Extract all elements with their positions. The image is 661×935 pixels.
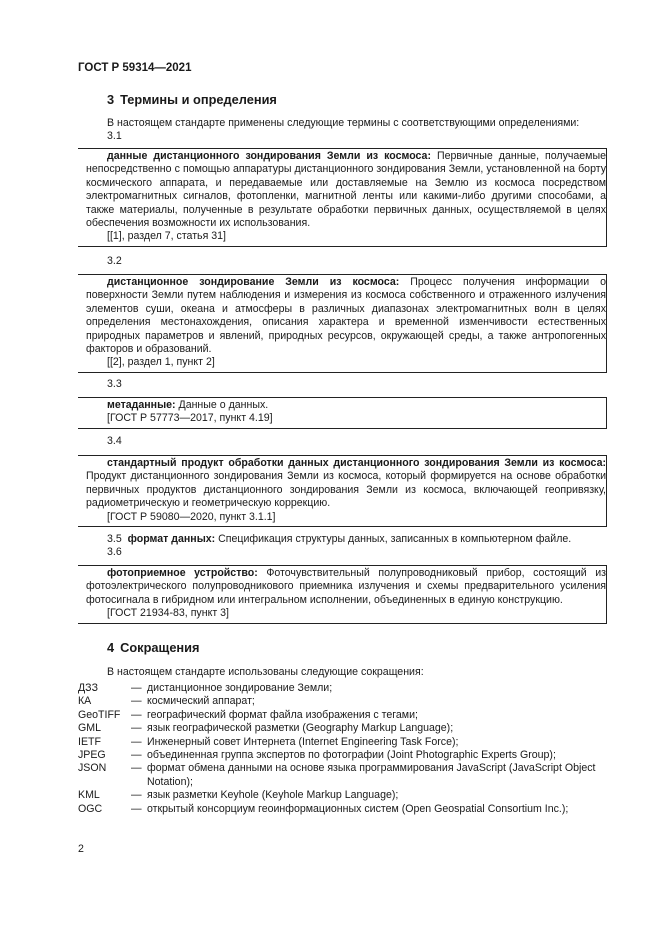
abbreviation-text: открытый консорциум геоинформационных систем (Open Geospatial Consortium Inc.); [147, 802, 569, 815]
term-definition [86, 457, 606, 511]
term-name: дистанционное зондирование Земли из космоса: [107, 276, 400, 288]
abbreviation-dash: — [131, 695, 142, 708]
term-box-3-1 [78, 148, 607, 247]
abbreviation-code: JSON [78, 762, 107, 775]
term-number: 3.3 [107, 378, 122, 390]
term-definition-text: Продукт дистанционного зондирования Земли из космоса, который формируется на основе обработки первичных продуктов дистанционного зондирования Земли из космоса, включающей геопривязку, радиометрическую и геометрическую коррекцию. [86, 470, 606, 510]
abbreviation-text: язык географической разметки (Geography Markup Language); [147, 722, 454, 735]
abbreviation-code: GML [78, 722, 101, 735]
term-number: 3.2 [107, 255, 122, 267]
abbreviation-code: КА [78, 695, 92, 708]
term-name: формат данных: [127, 533, 216, 545]
term-name: данные дистанционного зондирования Земли из космоса: [107, 150, 431, 162]
abbreviation-code: JPEG [78, 749, 106, 762]
section-4-title [107, 641, 200, 654]
term-name: метаданные: [107, 399, 176, 411]
section-3-number: 3 [107, 92, 115, 107]
term-box-3-4 [78, 455, 607, 527]
abbreviation-row [78, 682, 618, 695]
abbreviation-text: объединенная группа экспертов по фотографии (Joint Photographic Experts Group); [147, 749, 556, 762]
section-3-title-text: Термины и определения [120, 92, 277, 107]
term-box-3-6 [78, 565, 607, 624]
abbreviation-dash: — [131, 749, 142, 762]
abbreviation-row [78, 695, 618, 708]
page-number: 2 [78, 843, 84, 855]
section-4-title-text: Сокращения [120, 640, 200, 655]
term-number: 3.6 [107, 546, 122, 558]
term-definition [86, 150, 606, 230]
section-3-intro: В настоящем стандарте применены следующие термины с соответствующими определениями: [107, 117, 580, 129]
abbreviation-text: космический аппарат; [147, 695, 255, 708]
abbreviation-dash: — [131, 802, 142, 815]
abbreviation-row [78, 709, 618, 722]
term-number: 3.1 [107, 130, 122, 142]
term-definition-text: Процесс получения информации о поверхности Земли путем наблюдения и измерения из космоса собственного и отраженного излучения элементов суши, океана и атмосферы в различных диапазонах электромагнитных волн в целях определения местонахождения, описания характера и временной изменчивости естественных природных параметров и явлений, природных ресурсов, окружающей среды, а также антропогенных факторов и образований. [86, 276, 606, 356]
abbreviation-row [78, 789, 618, 802]
abbreviation-dash: — [131, 789, 142, 802]
term-number: 3.4 [107, 435, 122, 447]
abbreviation-text: Инженерный совет Интернета (Internet Engineering Task Force); [147, 735, 459, 748]
section-4-number: 4 [107, 640, 115, 655]
term-inline-3-5 [107, 533, 607, 546]
term-definition [86, 276, 606, 356]
section-3-title [107, 93, 277, 106]
abbreviation-row [78, 762, 618, 789]
term-definition-text: Первичные данные, получаемые непосредственно с помощью аппаратуры дистанционного зондирования Земли, установленной на борту космического аппарата, и передаваемые или доставляемые на Землю из космоса посредством электромагнитных сигналов, фотопленки, магнитной ленты или какими-либо другими способами, а также материалы, полученные в результате обработки первичных данных, осуществляемой в целях обеспечения возможности их использования. [86, 150, 606, 230]
term-source: [[1], раздел 7, статья 31] [107, 230, 226, 243]
abbreviation-row [78, 803, 618, 816]
abbreviation-dash: — [131, 735, 142, 748]
term-source: [ГОСТ Р 57773—2017, пункт 4.19] [107, 412, 273, 425]
term-definition [86, 567, 606, 607]
abbreviation-row [78, 749, 618, 762]
term-name: стандартный продукт обработки данных дистанционного зондирования Земли из космоса: [107, 457, 606, 469]
abbreviation-dash: — [131, 708, 142, 721]
term-definition-text: Данные о данных. [178, 399, 269, 411]
term-source: [ГОСТ 21934-83, пункт 3] [107, 607, 229, 620]
abbreviation-code: OGC [78, 802, 103, 815]
abbreviation-code: GeoTIFF [78, 708, 121, 721]
term-source: [ГОСТ Р 59080—2020, пункт 3.1.1] [107, 510, 276, 523]
abbreviation-row [78, 736, 618, 749]
abbreviation-code: ДЗЗ [78, 682, 98, 694]
abbreviation-dash: — [131, 682, 142, 694]
abbreviation-code: IETF [78, 735, 101, 748]
section-4-intro: В настоящем стандарте использованы следующие сокращения: [107, 666, 424, 678]
term-box-3-3 [78, 397, 607, 429]
term-definition-text: Фоточувствительный полупроводниковый прибор, состоящий из фотоэлектрического полупроводникового приемника излучения и схемы предварительного усиления фотосигнала в гибридном или интегральном исполнении, объединенных в единую конструкцию. [86, 567, 606, 606]
term-source: [[2], раздел 1, пункт 2] [107, 356, 215, 369]
term-box-3-2 [78, 274, 607, 373]
term-name: фотоприемное устройство: [107, 567, 258, 579]
abbreviation-text: формат обмена данными на основе языка программирования JavaScript (JavaScript Object Notation); [147, 762, 596, 788]
abbreviation-list [78, 682, 618, 816]
abbreviation-text: географический формат файла изображения с тегами; [147, 708, 418, 721]
term-number: 3.5 [107, 533, 122, 545]
abbreviation-text: язык разметки Keyhole (Keyhole Markup Language); [147, 789, 399, 802]
abbreviation-text: дистанционное зондирование Земли; [147, 682, 333, 694]
standard-designation: ГОСТ Р 59314—2021 [78, 62, 192, 74]
abbreviation-dash: — [131, 762, 142, 775]
term-definition [86, 399, 606, 412]
abbreviation-code: KML [78, 789, 100, 802]
abbreviation-row [78, 722, 618, 735]
term-definition-text: Спецификация структуры данных, записанных в компьютерном файле. [218, 533, 572, 545]
abbreviation-dash: — [131, 722, 142, 735]
